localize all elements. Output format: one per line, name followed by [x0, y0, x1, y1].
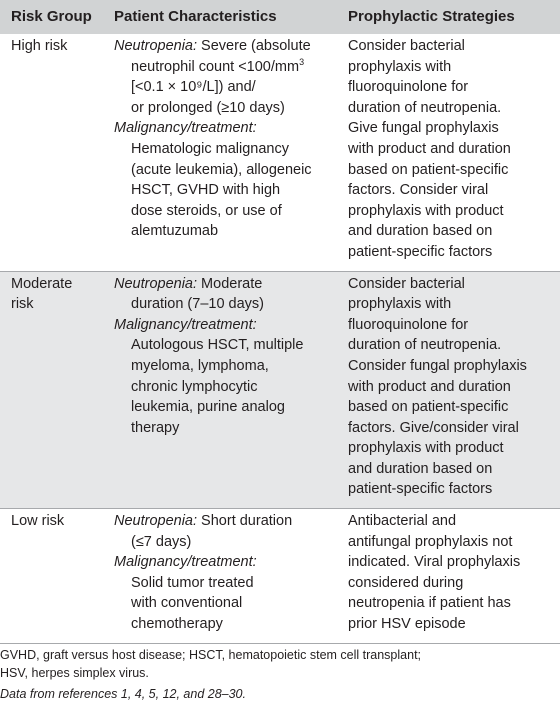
strategy-text: based on patient-specific	[348, 161, 509, 178]
malignancy-text: Autologous HSCT, multiple	[131, 337, 304, 354]
risk-group-cell	[0, 271, 102, 509]
table-footnote	[0, 646, 560, 703]
malignancy-text: myeloma, lymphoma,	[131, 357, 269, 374]
malignancy-text: with conventional	[131, 595, 243, 612]
risk-group-label: Moderate	[11, 275, 73, 292]
superscript: 3	[299, 56, 305, 67]
strategy-text: prophylaxis with product	[348, 440, 504, 457]
risk-group-cell	[0, 34, 102, 271]
strategy-text: fluoroquinolone for	[348, 79, 469, 96]
neutropenia-text: Severe (absolute	[197, 38, 311, 54]
strategy-text: with product and duration	[348, 378, 511, 395]
risk-group-label: risk	[11, 296, 34, 313]
patient-characteristics-cell	[102, 509, 338, 644]
malignancy-label: Malignancy/treatment:	[114, 554, 257, 571]
neutropenia-label: Neutropenia:	[114, 38, 198, 54]
header-prophylactic-strategies: Prophylactic Strategies	[338, 0, 560, 34]
strategy-text: with product and duration	[348, 140, 511, 157]
strategy-text: patient-specific factors	[348, 243, 493, 260]
source-note: Data from references 1, 4, 5, 12, and 28–30.	[0, 687, 246, 701]
neutropenia-text	[114, 57, 338, 78]
prophylactic-strategy-cell	[338, 271, 560, 509]
strategy-text: factors. Consider viral	[348, 182, 489, 199]
malignancy-text: chemotherapy	[131, 616, 223, 633]
strategy-text: neutropenia if patient has	[348, 595, 511, 612]
table-row-moderate-risk	[0, 271, 560, 509]
malignancy-text: alemtuzumab	[131, 223, 219, 240]
neutropenia-label: Neutropenia:	[114, 275, 198, 292]
neutropenia-line	[114, 274, 338, 295]
patient-characteristics-cell	[102, 34, 338, 271]
malignancy-label: Malignancy/treatment:	[114, 316, 257, 333]
strategy-text: Consider bacterial	[348, 38, 465, 54]
strategy-text: and duration based on	[348, 460, 493, 477]
strategy-text: Give fungal prophylaxis	[348, 120, 499, 137]
abbreviation-note: HSV, herpes simplex virus.	[0, 666, 149, 680]
malignancy-text: dose steroids, or use of	[131, 202, 282, 219]
malignancy-text: (acute leukemia), allogeneic	[131, 161, 312, 178]
strategy-text: antifungal prophylaxis not	[348, 533, 513, 550]
malignancy-text: Solid tumor treated	[131, 574, 254, 591]
risk-group-label: Low risk	[11, 513, 65, 530]
table-row-high-risk	[0, 34, 560, 271]
strategy-text: duration of neutropenia.	[348, 99, 502, 116]
strategy-text: prophylaxis with	[348, 296, 452, 313]
neutropenia-line	[114, 36, 338, 57]
neutropenia-line	[114, 511, 338, 532]
strategy-text: indicated. Viral prophylaxis	[348, 554, 521, 571]
strategy-text: factors. Give/consider viral	[348, 419, 519, 436]
neutropenia-text: or prolonged (≥10 days)	[131, 99, 285, 116]
strategy-text: patient-specific factors	[348, 481, 493, 498]
strategy-text: prophylaxis with	[348, 58, 452, 75]
strategy-text: duration of neutropenia.	[348, 337, 502, 354]
risk-group-label: High risk	[11, 38, 68, 54]
neutropenia-text: Short duration	[197, 513, 293, 530]
prophylactic-strategy-cell	[338, 509, 560, 644]
header-risk-group: Risk Group	[0, 0, 102, 34]
abbreviation-note: GVHD, graft versus host disease; HSCT, hematopoietic stem cell transplant;	[0, 648, 422, 662]
header-patient-characteristics: Patient Characteristics	[102, 0, 338, 34]
strategy-text: prophylaxis with product	[348, 202, 504, 219]
table-row-low-risk	[0, 509, 560, 644]
malignancy-text: chronic lymphocytic	[131, 378, 258, 395]
strategy-text: considered during	[348, 574, 464, 591]
strategy-text: Consider fungal prophylaxis	[348, 357, 527, 374]
neutropenia-text: Moderate	[197, 275, 263, 292]
neutropenia-label: Neutropenia:	[114, 513, 198, 530]
neutropenia-count-text: neutrophil count <100/mm	[131, 58, 300, 75]
prophylactic-strategy-cell	[338, 34, 560, 271]
risk-group-cell	[0, 509, 102, 644]
strategy-text: fluoroquinolone for	[348, 316, 469, 333]
malignancy-text: Hematologic malignancy	[131, 140, 289, 157]
malignancy-text: HSCT, GVHD with high	[131, 182, 281, 199]
neutropenia-text: (≤7 days)	[131, 533, 192, 550]
neutropenia-text: [<0.1 × 10⁹/L]) and/	[131, 79, 256, 96]
strategy-text: based on patient-specific	[348, 399, 509, 416]
patient-characteristics-cell	[102, 271, 338, 509]
malignancy-label: Malignancy/treatment:	[114, 120, 257, 137]
table-header	[0, 0, 560, 34]
strategy-text: prior HSV episode	[348, 616, 466, 633]
strategy-text: Consider bacterial	[348, 275, 465, 292]
malignancy-text: therapy	[131, 419, 180, 436]
neutropenia-text: duration (7–10 days)	[131, 296, 264, 313]
strategy-text: and duration based on	[348, 223, 493, 240]
strategy-text: Antibacterial and	[348, 513, 457, 530]
malignancy-text: leukemia, purine analog	[131, 399, 285, 416]
